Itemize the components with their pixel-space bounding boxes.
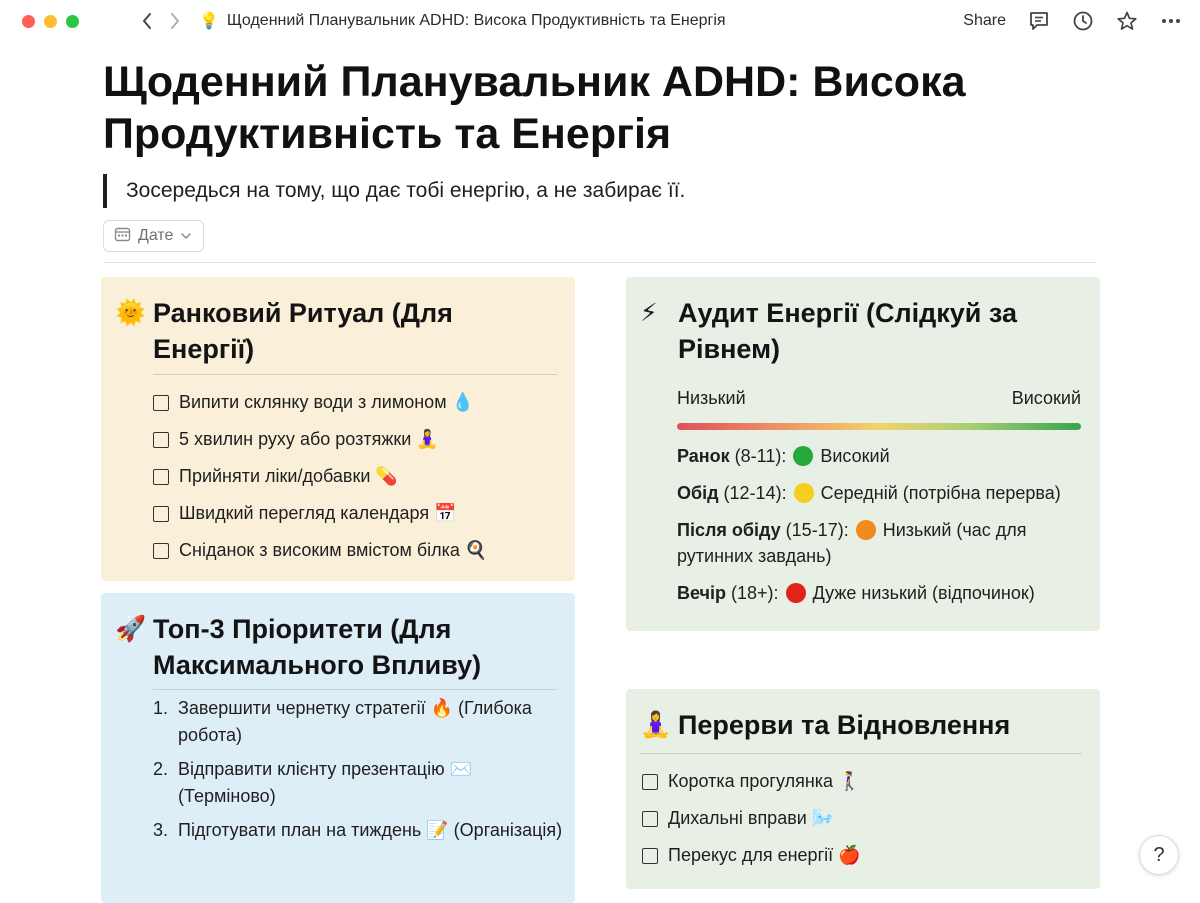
chevron-right-icon[interactable] [169,12,181,30]
priorities-header [115,611,553,683]
status-dot-icon [793,446,813,466]
morning-ritual-divider [153,374,557,375]
window-toolbar [0,0,1200,42]
status-dot-icon [786,583,806,603]
scale-high-label: Високий [1011,388,1081,408]
priorities-card [101,593,575,903]
meditation-icon: 🧘‍♀️ [640,711,672,739]
checkbox[interactable] [153,506,169,522]
energy-row[interactable]: Обід (12-14): Середній (потрібна перерва) [677,483,1061,503]
list-item: Дихальні вправи 🌬️ [642,800,861,837]
energy-gradient-bar [677,423,1081,430]
star-icon[interactable] [1116,10,1138,32]
morning-ritual-header [115,295,513,367]
checkbox[interactable] [153,432,169,448]
header-divider [103,262,1097,263]
priorities-title[interactable]: Топ-3 Пріоритети (Для Максимального Впливу) [153,614,482,680]
list-item[interactable]: 3. Підготувати план на тиждень 📝 (Організація) [153,820,563,840]
list-item[interactable]: 2. Відправити клієнту презентацію ✉️ (Терміново) [153,759,472,806]
page-quote[interactable]: Зосередься на тому, що дає тобі енергію, а не забирає її. [103,174,685,208]
checkbox[interactable] [153,543,169,559]
energy-scale-labels [677,388,1081,409]
energy-audit-header [640,295,1068,367]
morning-ritual-card [101,277,575,581]
checkbox[interactable] [642,811,658,827]
more-icon[interactable] [1160,10,1182,32]
date-label: Дате [138,227,174,244]
checkbox[interactable] [642,848,658,864]
energy-row[interactable]: Ранок (8-11): Високий [677,446,890,466]
clock-icon[interactable] [1072,10,1094,32]
energy-audit-card [626,277,1100,631]
status-dot-icon [856,520,876,540]
checkbox[interactable] [153,395,169,411]
list-item: Сніданок з високим вмістом білка 🍳 [153,532,487,569]
maximize-window-button[interactable] [66,15,79,28]
breaks-card [626,689,1100,889]
menu-icon[interactable] [101,16,123,26]
list-item: Перекус для енергії 🍎 [642,837,861,874]
rocket-icon: 🚀 [115,615,147,643]
close-window-button[interactable] [22,15,35,28]
breaks-header [640,707,1010,743]
checkbox[interactable] [642,774,658,790]
date-property-button[interactable] [103,220,204,252]
calendar-icon [114,226,131,247]
list-item[interactable]: 1. Завершити чернетку стратегії 🔥 (Глибока робота) [153,698,532,745]
help-button[interactable]: ? [1139,835,1179,875]
priorities-list [153,695,563,851]
list-item: 5 хвилин руху або розтяжки 🧘‍♀️ [153,421,487,458]
chevron-left-icon[interactable] [141,12,153,30]
minimize-window-button[interactable] [44,15,57,28]
comment-icon[interactable] [1028,10,1050,32]
energy-audit-title[interactable]: Аудит Енергії (Слідкуй за Рівнем) [678,298,1017,364]
sun-icon: 🌞 [115,299,147,327]
status-dot-icon [794,483,814,503]
window-controls [22,15,79,28]
priorities-divider [153,689,557,690]
scale-low-label: Низький [677,388,746,408]
share-button[interactable]: Share [963,12,1006,29]
list-item: Випити склянку води з лимоном 💧 [153,384,487,421]
morning-ritual-list [153,384,487,569]
morning-ritual-title[interactable]: Ранковий Ритуал (Для Енергії) [153,298,453,364]
breadcrumb-title[interactable]: Щоденний Планувальник ADHD: Висока Продуктивність та Енергія [226,12,726,29]
energy-row[interactable]: Вечір (18+): Дуже низький (відпочинок) [677,583,1035,603]
lightning-icon: ⚡ [640,299,658,327]
list-item: Коротка прогулянка 🚶‍♀️ [642,763,861,800]
breaks-divider [640,753,1082,754]
page-title[interactable]: Щоденний Планувальник ADHD: Висока Продуктивність та Енергія [103,58,966,158]
breaks-title[interactable]: Перерви та Відновлення [678,710,1011,740]
page-emoji-icon: 💡 [199,13,219,30]
energy-row[interactable]: Після обіду (15-17): Низький (час для рутинних завдань) [677,520,1027,566]
list-item: Швидкий перегляд календаря 📅 [153,495,487,532]
checkbox[interactable] [153,469,169,485]
list-item: Прийняти ліки/добавки 💊 [153,458,487,495]
chevron-down-icon [180,227,192,245]
breaks-list [642,763,861,874]
energy-audit-list [677,443,1089,617]
toolbar-actions [963,0,1182,42]
